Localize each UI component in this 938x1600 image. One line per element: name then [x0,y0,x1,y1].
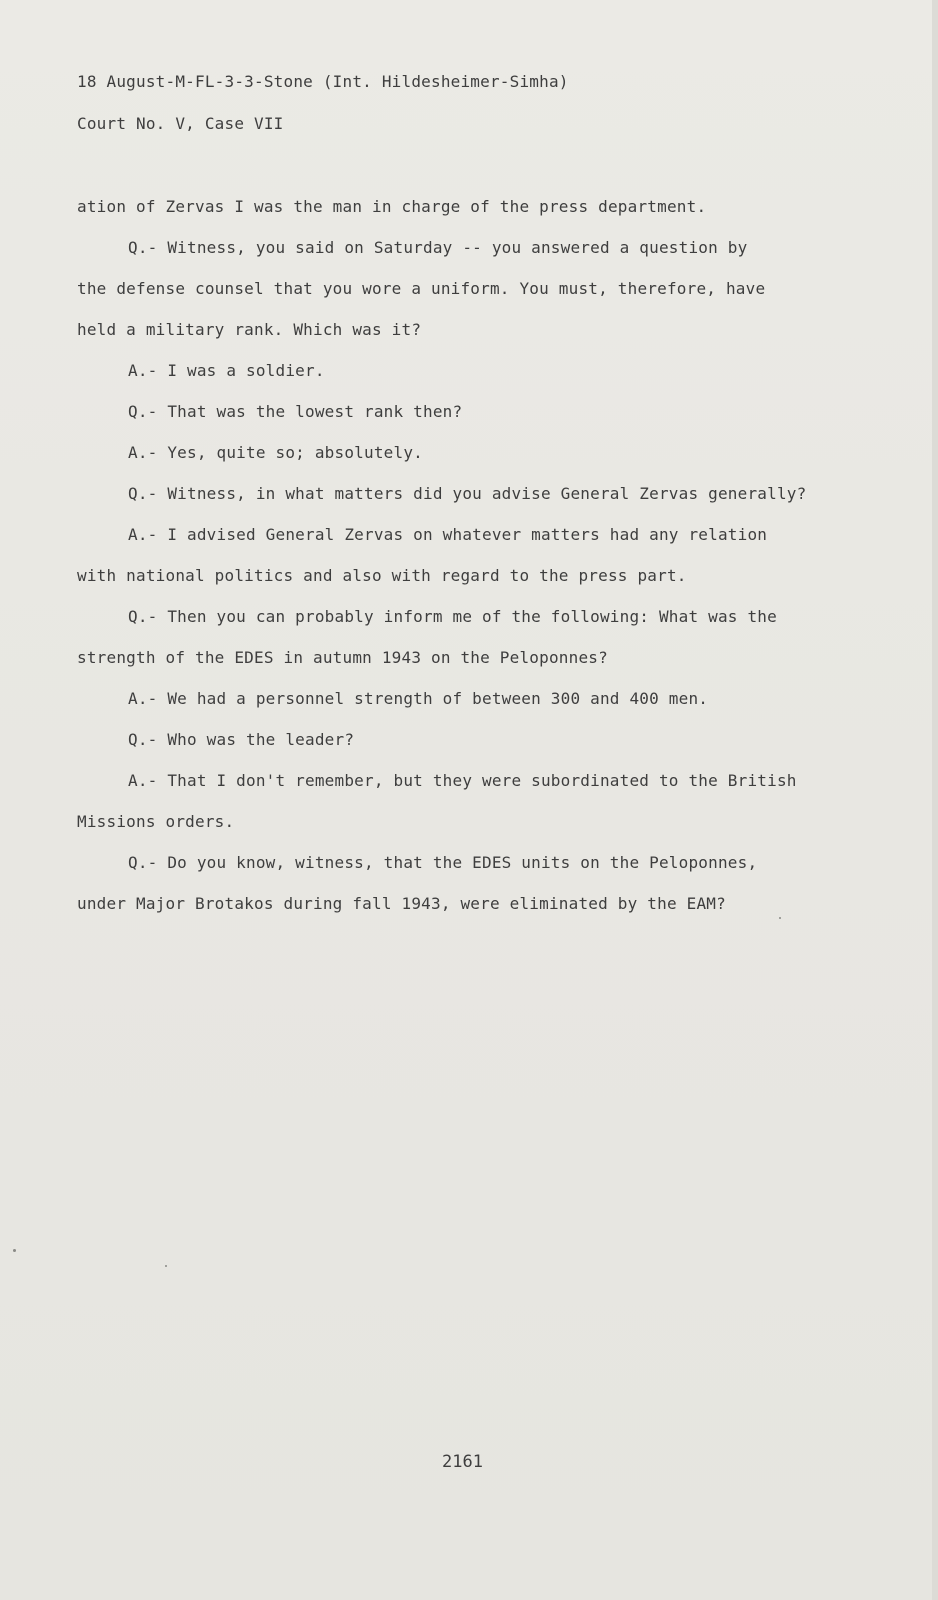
transcript-line: held a military rank. Which was it? [77,320,422,339]
transcript-line: with national politics and also with regard to the press part. [77,566,687,585]
transcript-line: Q.- Do you know, witness, that the EDES units on the Peloponnes, [128,853,758,872]
transcript-line: Q.- That was the lowest rank then? [128,402,463,421]
transcript-line: A.- Yes, quite so; absolutely. [128,443,423,462]
transcript-line: the defense counsel that you wore a uniform. You must, therefore, have [77,279,766,298]
transcript-line: under Major Brotakos during fall 1943, were eliminated by the EAM? [77,894,726,913]
transcript-line: A.- That I don't remember, but they were subordinated to the British [128,771,797,790]
transcript-line: A.- I was a soldier. [128,361,325,380]
transcript-line: Q.- Who was the leader? [128,730,355,749]
transcript-line: Missions orders. [77,812,235,831]
transcript-line: A.- I advised General Zervas on whatever matters had any relation [128,525,768,544]
transcript-line: ation of Zervas I was the man in charge of the press department. [77,197,707,216]
document-header-court: Court No. V, Case VII [77,114,284,133]
paper-speck [779,917,781,919]
transcript-line: Q.- Witness, in what matters did you advise General Zervas generally? [128,484,807,503]
paper-speck [165,1265,167,1267]
transcript-line: A.- We had a personnel strength of between 300 and 400 men. [128,689,709,708]
document-header-reference: 18 August-M-FL-3-3-Stone (Int. Hildesheimer-Simha) [77,72,569,91]
transcript-line: strength of the EDES in autumn 1943 on the Peloponnes? [77,648,608,667]
page-number: 2161 [442,1452,483,1472]
paper-speck [13,1249,16,1252]
transcript-line: Q.- Then you can probably inform me of the following: What was the [128,607,777,626]
transcript-line: Q.- Witness, you said on Saturday -- you answered a question by [128,238,748,257]
